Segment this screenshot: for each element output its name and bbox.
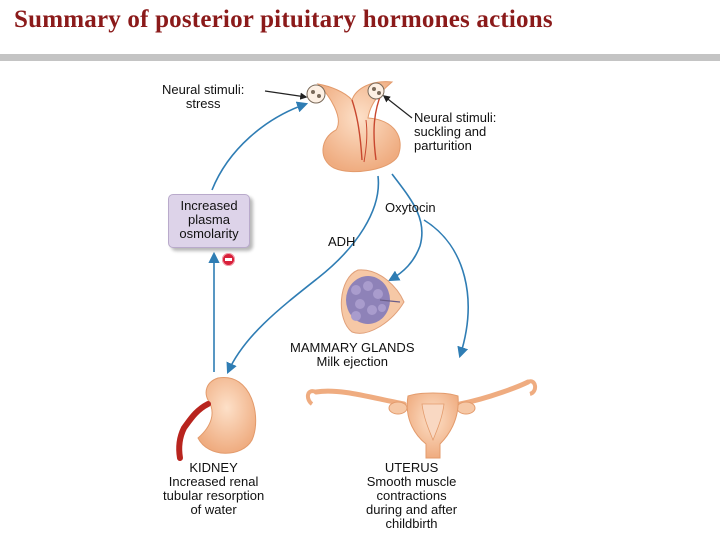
posterior-pituitary bbox=[307, 82, 400, 172]
increased-plasma-osmolarity-box: Increased plasma osmolarity bbox=[168, 194, 250, 248]
uterus bbox=[308, 381, 535, 458]
oxytocin-to-mammary-arrow bbox=[390, 174, 422, 280]
label-mammary-glands: MAMMARY GLANDS Milk ejection bbox=[290, 340, 415, 369]
suckling-pointer bbox=[384, 96, 412, 118]
label-uterus: UTERUS Smooth muscle contractions during and after childbirth bbox=[366, 460, 458, 531]
osmolarity-to-hypothalamus-arrow bbox=[212, 104, 306, 190]
mammary-gland bbox=[341, 270, 404, 333]
label-neural-stress: Neural stimuli: stress bbox=[162, 82, 245, 111]
label-neural-suckling: Neural stimuli: suckling and parturition bbox=[414, 110, 497, 153]
minus-icon bbox=[222, 253, 235, 266]
kidney bbox=[179, 377, 255, 458]
label-kidney: KIDNEY Increased renal tubular resorption of water bbox=[163, 460, 265, 517]
stress-pointer bbox=[265, 91, 306, 97]
label-adh: ADH bbox=[328, 234, 356, 249]
slide-title: Summary of posterior pituitary hormones actions bbox=[14, 6, 553, 33]
oxytocin-to-uterus-arrow bbox=[424, 220, 468, 356]
label-oxytocin: Oxytocin bbox=[385, 200, 436, 215]
